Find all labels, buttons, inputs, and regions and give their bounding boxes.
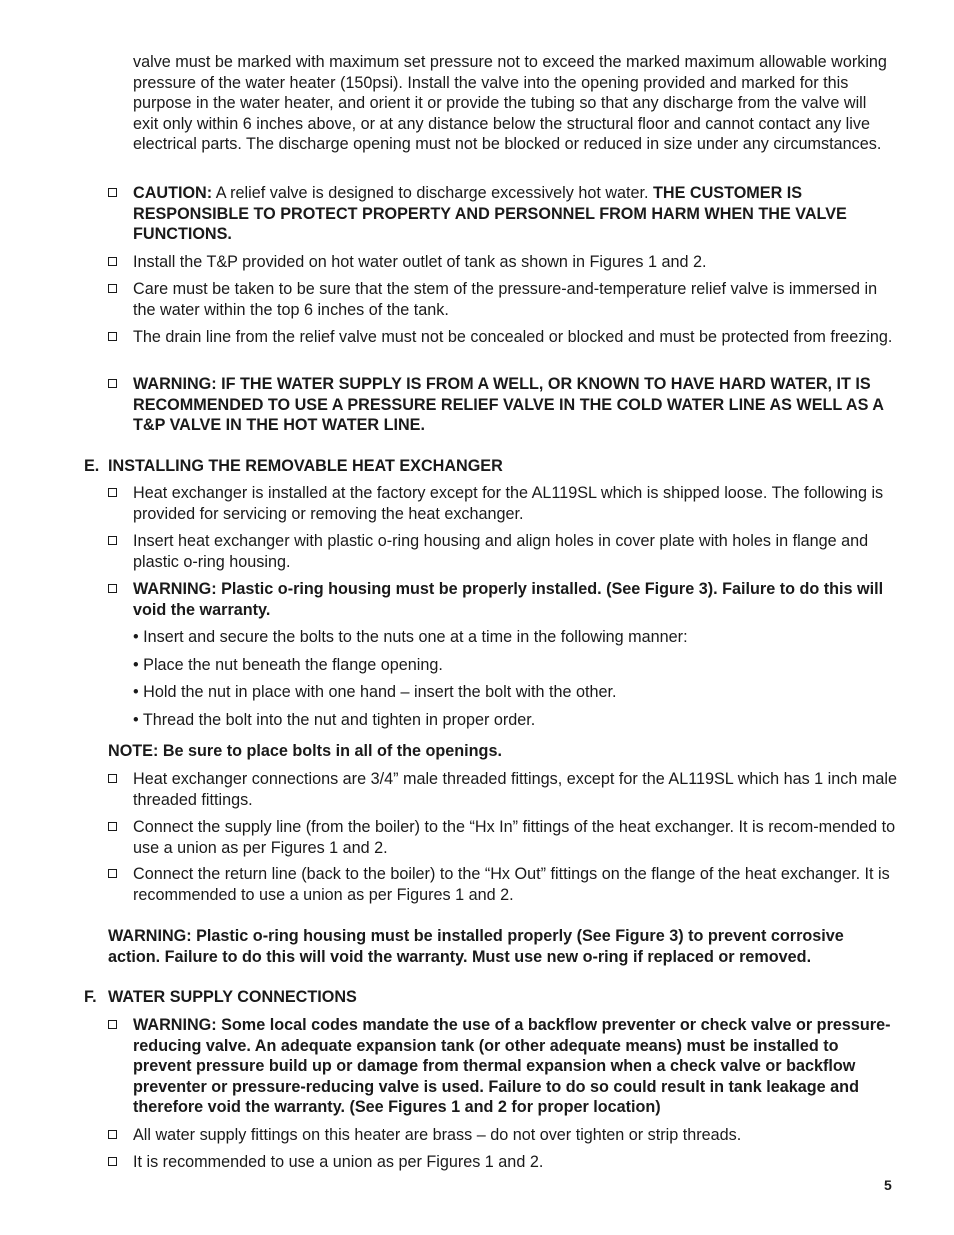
checklist-item: It is recommended to use a union as per Figures 1 and 2.	[108, 1152, 900, 1173]
checkbox-icon	[108, 822, 117, 831]
checklist-item: Connect the return line (back to the boiler) to the “Hx Out” fittings on the flange of the heat exchanger. It is recommended to use a union as per Figures 1 and 2.	[108, 864, 900, 905]
note: NOTE: Be sure to place bolts in all of the openings.	[108, 742, 502, 760]
checklist-item-warning: WARNING: Some local codes mandate the use of a backflow preventer or check valve or pressure-reducing valve. An adequate expansion tank (or other adequate means) must be installed to prevent pressure build up or damage from thermal expansion when a check valve or backflow preventer or pressure-reducing valve is used. Failure to do so could result in tank leakage and therefore void the warranty. (See Figures 1 and 2 for proper location)	[108, 1015, 900, 1118]
checkbox-icon	[108, 584, 117, 593]
section-title: INSTALLING THE REMOVABLE HEAT EXCHANGER	[108, 457, 503, 475]
section-letter: F.	[84, 988, 97, 1006]
checklist-item: The drain line from the relief valve must not be concealed or blocked and must be protected from freezing.	[108, 327, 900, 348]
bullet-item: • Hold the nut in place with one hand – insert the bolt with the other.	[133, 683, 617, 701]
checklist-item: Care must be taken to be sure that the stem of the pressure-and-temperature relief valve is immersed in the water within the top 6 inches of the tank.	[108, 279, 900, 320]
checklist-item: Connect the supply line (from the boiler) to the “Hx In” fittings of the heat exchanger. It is recom-mended to use a union as per Figures 1 and 2.	[108, 817, 900, 858]
caution-emphasis: THE CUSTOMER IS RESPONSIBLE TO PROTECT PROPERTY AND PERSONNEL FROM HARM WHEN THE VALVE FUNCTIONS.	[133, 184, 847, 244]
bullet-item: • Place the nut beneath the flange opening.	[133, 656, 443, 674]
checkbox-icon	[108, 536, 117, 545]
checkbox-icon	[108, 188, 117, 197]
checklist-item: All water supply fittings on this heater are brass – do not over tighten or strip threads.	[108, 1125, 900, 1146]
checkbox-icon	[108, 332, 117, 341]
bullet-item: • Thread the bolt into the nut and tighten in proper order.	[133, 711, 536, 729]
caution-label: CAUTION:	[133, 184, 213, 202]
checkbox-icon	[108, 869, 117, 878]
checkbox-icon	[108, 1157, 117, 1166]
checklist-item-warning-well: WARNING: IF THE WATER SUPPLY IS FROM A WELL, OR KNOWN TO HAVE HARD WATER, IT IS RECOMMENDED TO USE A PRESSURE RELIEF VALVE IN THE COLD WATER LINE AS WELL AS A T&P VALVE IN THE HOT WATER LINE.	[108, 374, 900, 436]
checklist-item: Install the T&P provided on hot water outlet of tank as shown in Figures 1 and 2.	[108, 252, 900, 273]
caution-text: A relief valve is designed to discharge excessively hot water.	[212, 184, 654, 202]
checklist-item: Insert heat exchanger with plastic o-ring housing and align holes in cover plate with holes in flange and plastic o-ring housing.	[108, 531, 900, 572]
bullet-item: • Insert and secure the bolts to the nuts one at a time in the following manner:	[133, 628, 688, 646]
intro-paragraph: valve must be marked with maximum set pressure not to exceed the marked maximum allowable working pressure of the water heater (150psi). Install the valve into the opening provided and marked for this purpose in the water heater, and orient it or provide the tubing so that any discharge from the valve will exit only within 6 inches above, or at any distance below the structural floor and cannot contact any live electrical parts. The discharge opening must not be blocked or reduced in size under any circumstances.	[133, 53, 887, 154]
checkbox-icon	[108, 488, 117, 497]
page-number: 5	[884, 1177, 892, 1193]
checklist-item: Heat exchanger connections are 3/4” male threaded fittings, except for the AL119SL which has 1 inch male threaded fittings.	[108, 769, 900, 810]
checkbox-icon	[108, 774, 117, 783]
section-letter: E.	[84, 457, 100, 475]
section-title: WATER SUPPLY CONNECTIONS	[108, 988, 357, 1006]
checkbox-icon	[108, 1130, 117, 1139]
section-heading-f	[84, 987, 357, 1008]
checklist-item-warning: WARNING: Plastic o-ring housing must be properly installed. (See Figure 3). Failure to do this will void the warranty.	[108, 579, 900, 620]
checklist-item: Heat exchanger is installed at the factory except for the AL119SL which is shipped loose. The following is provided for servicing or removing the heat exchanger.	[108, 483, 900, 524]
checkbox-icon	[108, 257, 117, 266]
checklist-item-caution	[108, 183, 900, 245]
checkbox-icon	[108, 379, 117, 388]
section-heading-e	[84, 456, 503, 477]
checkbox-icon	[108, 1020, 117, 1029]
checkbox-icon	[108, 284, 117, 293]
warning-paragraph: WARNING: Plastic o-ring housing must be installed properly (See Figure 3) to prevent corrosive action. Failure to do this will void the warranty. Must use new o-ring if replaced or removed.	[108, 927, 844, 966]
